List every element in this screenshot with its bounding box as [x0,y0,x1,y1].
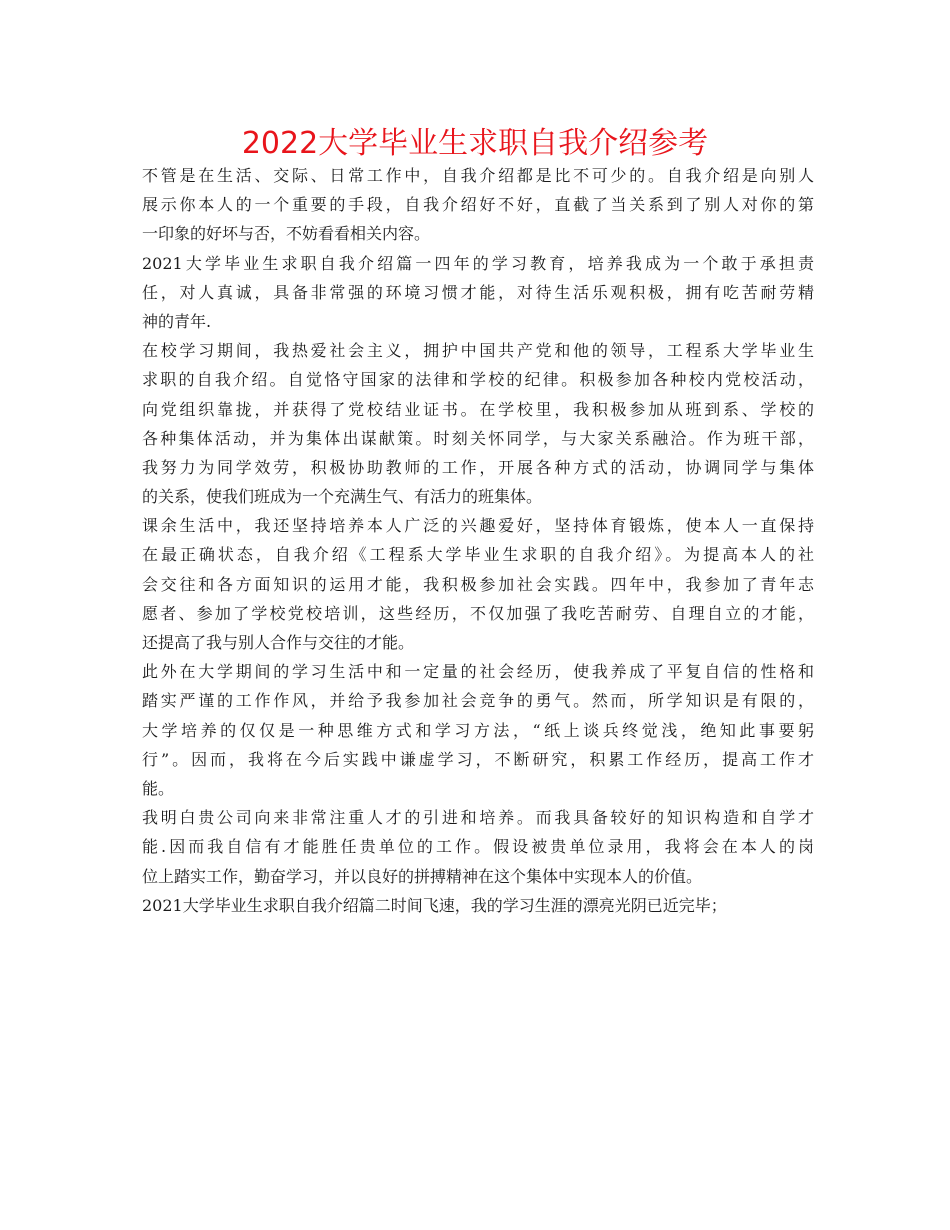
paragraph-line: 2021大学毕业生求职自我介绍篇一四年的学习教育，培养我成为一个敢于承担责 [142,253,814,273]
paragraph-line: 踏实严谨的工作作风，并给予我参加社会竞争的勇气。然而，所学知识是有限的， [142,691,814,711]
document-body [142,161,814,920]
paragraph-line: 愿者、参加了学校党校培训，这些经历，不仅加强了我吃苦耐劳、自理自立的才能， [142,603,814,623]
paragraph-line: 在校学习期间，我热爱社会主义，拥护中国共产党和他的领导，工程系大学毕业生 [142,341,814,361]
paragraph-line: 此外在大学期间的学习生活中和一定量的社会经历，使我养成了平复自信的性格和 [142,662,814,682]
paragraph [142,161,814,249]
paragraph-line: 还提高了我与别人合作与交往的才能。 [142,633,415,652]
paragraph [142,657,814,803]
paragraph-line: 向党组织靠拢，并获得了党校结业证书。在学校里，我积极参加从班到系、学校的 [142,399,814,419]
paragraph [142,891,814,920]
paragraph [142,249,814,337]
paragraph-line: 神的青年. [142,311,212,331]
paragraph-line: 能。 [142,778,175,798]
paragraph-line: 行”。因而，我将在今后实践中谦虚学习，不断研究，积累工作经历，提高工作才 [142,749,814,769]
paragraph [142,336,814,511]
paragraph-line: 大学培养的仅仅是一种思维方式和学习方法，“纸上谈兵终觉浅，绝知此事要躬 [142,720,814,740]
paragraph-line: 任，对人真诚，具备非常强的环境习惯才能，对待生活乐观积极，拥有吃苦耐劳精 [142,282,814,302]
paragraph-line: 我努力为同学效劳，积极协助教师的工作，开展各种方式的活动，协调同学与集体 [142,457,814,477]
paragraph-line: 展示你本人的一个重要的手段，自我介绍好不好，直截了当关系到了别人对你的第 [142,195,814,215]
paragraph-line: 会交往和各方面知识的运用才能，我积极参加社会实践。四年中，我参加了青年志 [142,574,814,594]
paragraph-line: 课余生活中，我还坚持培养本人广泛的兴趣爱好，坚持体育锻炼，使本人一直保持 [142,516,814,536]
paragraph-line: 的关系，使我们班成为一个充满生气、有活力的班集体。 [142,487,543,507]
paragraph-line: 不管是在生活、交际、日常工作中，自我介绍都是比不可少的。自我介绍是向别人 [142,166,814,185]
document-title: 2022大学毕业生求职自我介绍参考 [241,126,709,161]
paragraph [142,803,814,891]
paragraph-line: 2021大学毕业生求职自我介绍篇二时间飞速，我的学习生涯的漂亮光阴已近完毕； [142,895,727,915]
paragraph [142,511,814,657]
paragraph-line: 各种集体活动，并为集体出谋献策。时刻关怀同学，与大家关系融洽。作为班干部， [142,428,814,448]
paragraph-line: 我明白贵公司向来非常注重人才的引进和培养。而我具备较好的知识构造和自学才 [142,808,814,828]
paragraph-line: 能.因而我自信有才能胜任贵单位的工作。假设被贵单位录用，我将会在本人的岗 [142,837,814,857]
paragraph-line: 位上踏实工作，勤奋学习，并以良好的拼搏精神在这个集体中实现本人的价值。 [142,866,703,886]
paragraph-line: 在最正确状态，自我介绍《工程系大学毕业生求职的自我介绍》。为提高本人的社 [142,545,814,565]
paragraph-line: 一印象的好坏与否，不妨看看相关内容。 [142,224,431,244]
paragraph-line: 求职的自我介绍。自觉恪守国家的法律和学校的纪律。积极参加各种校内党校活动， [142,370,814,390]
